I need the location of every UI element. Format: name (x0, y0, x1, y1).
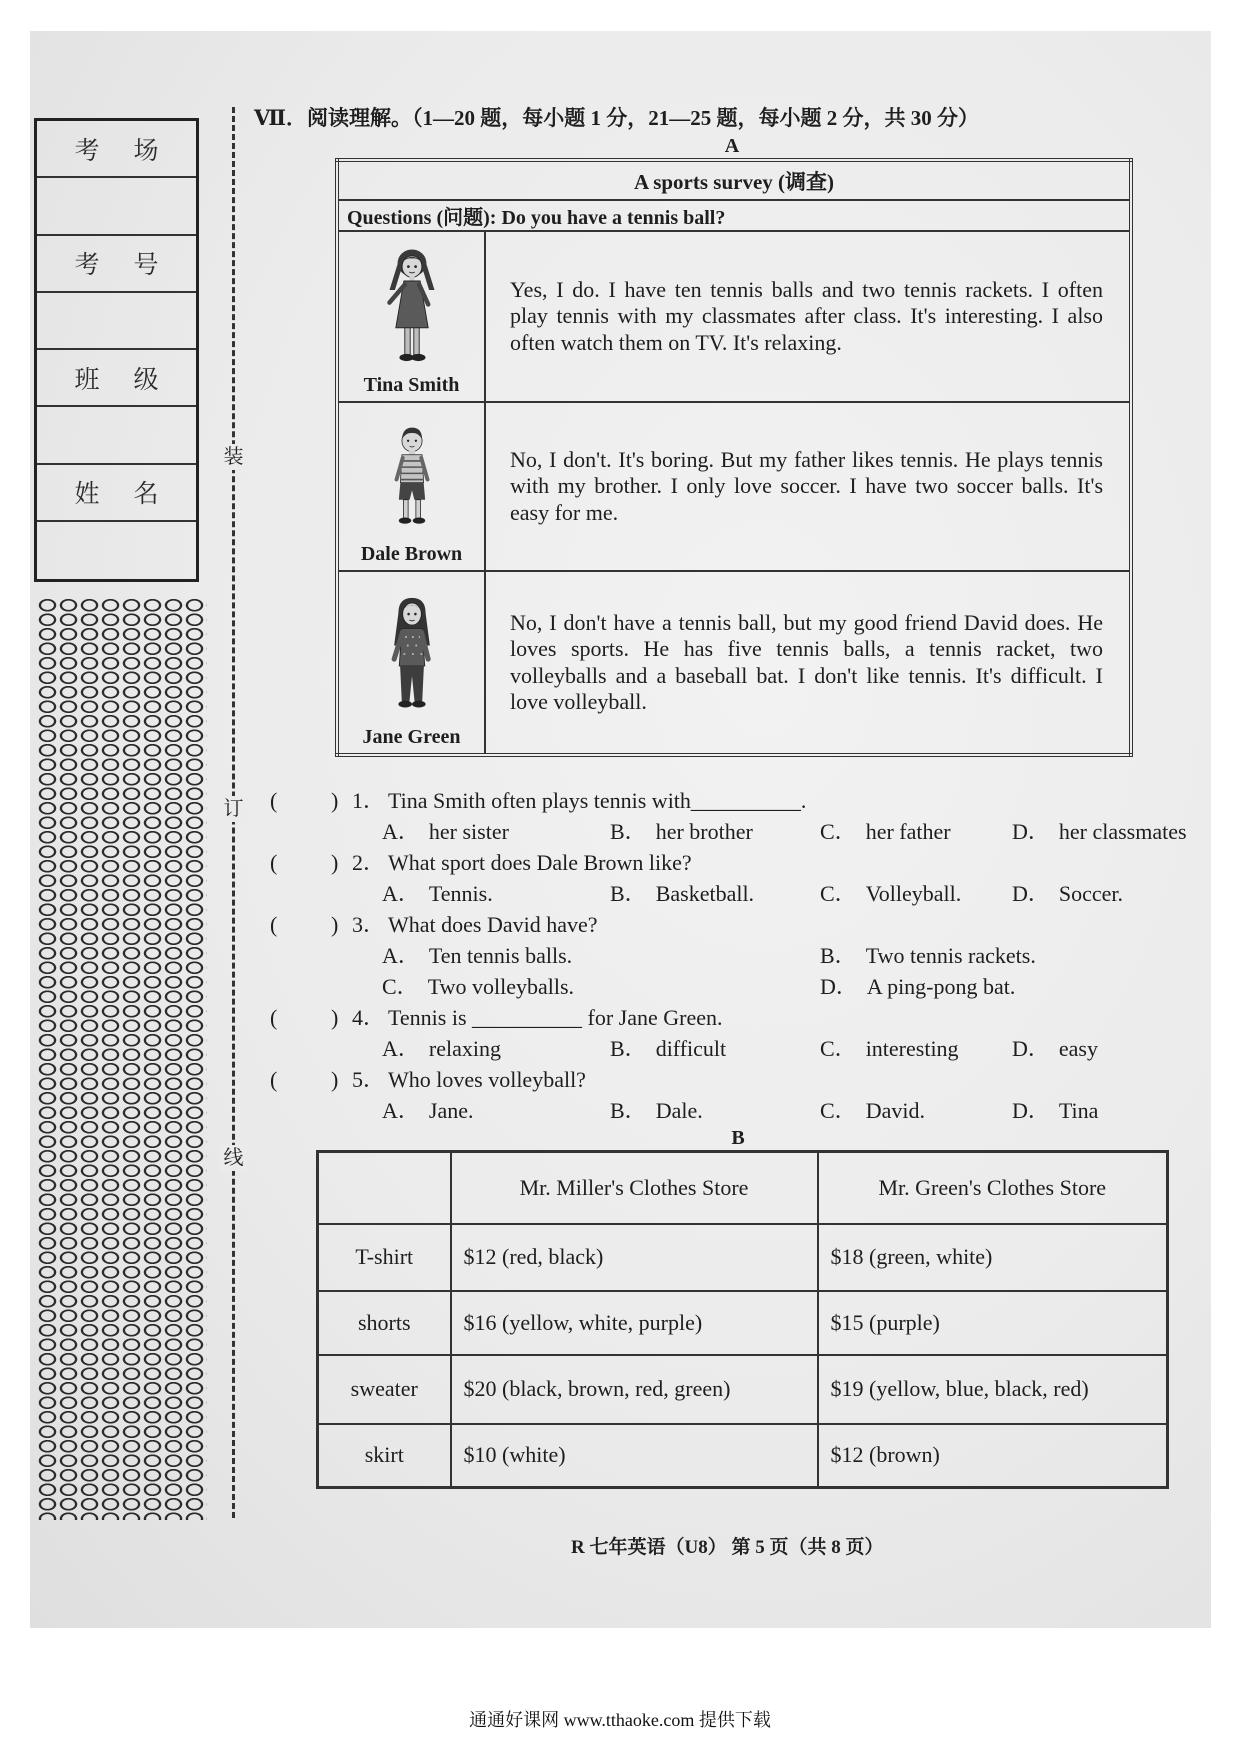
option-a (382, 1095, 473, 1126)
option-letter: A． (382, 881, 420, 906)
respondent-answer: No, I don't have a tennis ball, but my good friend David does. He loves sports. He has five tennis balls, a tennis racket, two volleyballs and a baseball bat. I don't like tennis. It's difficult. I love volleyball. (485, 571, 1131, 755)
option-text: her brother (655, 819, 753, 844)
option-row (268, 1095, 1208, 1126)
option-d (1012, 1033, 1098, 1064)
item-name: shorts (318, 1291, 451, 1355)
option-a (382, 940, 572, 971)
item-name: sweater (318, 1355, 451, 1424)
question-text: Who loves volleyball? (388, 1067, 586, 1092)
respondent-answer: No, I don't. It's boring. But my father likes tennis. He plays tennis with my brother. I only love soccer. I have two soccer balls. It's easy for me. (485, 402, 1131, 571)
table-row (318, 1291, 1168, 1355)
answer-bracket-open: ( (270, 912, 278, 937)
option-d (820, 971, 1015, 1002)
info-blank-field (37, 178, 196, 235)
option-text: her father (865, 819, 951, 844)
info-row-class (37, 350, 196, 407)
price-cell: $18 (green, white) (818, 1224, 1168, 1291)
option-text: difficult (655, 1036, 727, 1061)
answer-bracket-close: ) (331, 1005, 339, 1030)
price-cell: $12 (brown) (818, 1424, 1168, 1488)
respondent-answer: Yes, I do. I have ten tennis balls and two tennis rackets. I often play tennis with my classmates after class. It's interesting. I also often watch them on TV. It's relaxing. (485, 231, 1131, 402)
option-letter: C． (820, 819, 857, 844)
option-b (610, 816, 753, 847)
option-text: Tennis. (428, 881, 493, 906)
option-text: interesting (865, 1036, 959, 1061)
survey-row (337, 231, 1131, 402)
question-item (268, 1064, 1208, 1095)
option-d (1012, 878, 1123, 909)
option-letter: A． (382, 1098, 420, 1123)
info-row-exam-number (37, 236, 196, 293)
binding-label: 订 (220, 796, 247, 822)
option-text: Soccer. (1058, 881, 1124, 906)
answer-bracket-open: ( (270, 1005, 278, 1030)
answer-bubble-pattern (37, 598, 207, 1520)
section-heading: Ⅶ．阅读理解。（1—20 题，每小题 1 分，21—25 题，每小题 2 分，共 30 分） (254, 106, 980, 130)
binding-label: 装 (220, 444, 247, 470)
question-item (268, 847, 1208, 878)
store-header: Mr. Green's Clothes Store (818, 1152, 1168, 1224)
option-letter: B． (610, 1036, 647, 1061)
price-cell: $12 (red, black) (451, 1224, 818, 1291)
survey-title-row (337, 160, 1131, 200)
item-name: T-shirt (318, 1224, 451, 1291)
option-letter: A． (382, 1036, 420, 1061)
option-text: Two volleyballs. (427, 974, 575, 999)
question-number: 2． (352, 850, 386, 875)
answer-bracket-close: ) (331, 850, 339, 875)
answer-bracket-open: ( (270, 850, 278, 875)
option-d (1012, 816, 1187, 847)
question-text: Tennis is __________ for Jane Green. (388, 1005, 723, 1030)
option-letter: B． (610, 1098, 647, 1123)
boy-illustration (381, 415, 443, 541)
passage-label-a: A (724, 135, 740, 157)
passage-label-b: B (731, 1127, 745, 1149)
option-text: Two tennis rackets. (865, 943, 1036, 968)
price-table-header (318, 1152, 1168, 1224)
info-label: 考号 (74, 252, 193, 280)
option-letter: C． (820, 1098, 857, 1123)
option-c (820, 1095, 925, 1126)
question-text: Tina Smith often plays tennis with__________. (388, 788, 807, 813)
survey-row (337, 571, 1131, 755)
option-text: her classmates (1058, 819, 1187, 844)
option-text: David. (865, 1098, 925, 1123)
page-footer: R 七年英语（U8） 第 5 页（共 8 页） (571, 1537, 884, 1558)
option-letter: C． (820, 881, 857, 906)
option-text: Jane. (428, 1098, 474, 1123)
option-text: Basketball. (655, 881, 755, 906)
option-c (820, 1033, 959, 1064)
answer-bracket-open: ( (270, 1067, 278, 1092)
price-cell: $19 (yellow, blue, black, red) (818, 1355, 1168, 1424)
option-letter: D． (1012, 819, 1050, 844)
option-text: Tina (1058, 1098, 1099, 1123)
info-row-exam-room (37, 121, 196, 178)
option-c (820, 878, 961, 909)
respondent-name: Dale Brown (360, 543, 463, 565)
price-table (316, 1150, 1169, 1489)
option-letter: C． (820, 1036, 857, 1061)
option-text: Volleyball. (865, 881, 962, 906)
questions-section (268, 785, 1208, 1126)
binding-label: 线 (220, 1145, 247, 1171)
option-letter: A． (382, 819, 420, 844)
girl-illustration (376, 244, 448, 372)
store-header: Mr. Miller's Clothes Store (451, 1152, 818, 1224)
info-blank-field (37, 407, 196, 464)
option-b (610, 878, 754, 909)
option-a (382, 816, 509, 847)
answer-bracket-close: ) (331, 1067, 339, 1092)
option-letter: B． (610, 881, 647, 906)
option-row (268, 878, 1208, 909)
option-a (382, 1033, 501, 1064)
option-row (268, 1033, 1208, 1064)
info-blank-field (37, 522, 196, 579)
option-row (268, 940, 1208, 971)
option-letter: D． (1012, 1036, 1050, 1061)
option-letter: D． (1012, 1098, 1050, 1123)
price-cell: $15 (purple) (818, 1291, 1168, 1355)
question-number: 5． (352, 1067, 386, 1092)
option-d (1012, 1095, 1098, 1126)
info-label: 班级 (74, 366, 193, 394)
answer-bracket-close: ) (331, 912, 339, 937)
respondent-cell (337, 571, 485, 755)
survey-row (337, 402, 1131, 571)
answer-bracket-close: ) (331, 788, 339, 813)
price-cell: $16 (yellow, white, purple) (451, 1291, 818, 1355)
table-row (318, 1224, 1168, 1291)
table-corner-cell (318, 1152, 451, 1224)
respondent-cell (337, 402, 485, 571)
option-text: easy (1058, 1036, 1098, 1061)
table-row (318, 1424, 1168, 1488)
option-letter: B． (610, 819, 647, 844)
option-text: A ping-pong bat. (866, 974, 1016, 999)
option-a (382, 878, 493, 909)
site-credit: 通通好课网 www.tthaoke.com 提供下载 (469, 1710, 771, 1730)
girl-illustration (378, 584, 446, 724)
item-name: skirt (318, 1424, 451, 1488)
question-number: 1． (352, 788, 386, 813)
option-letter: A． (382, 943, 420, 968)
option-letter: D． (820, 974, 858, 999)
option-text: Ten tennis balls. (428, 943, 573, 968)
respondent-cell (337, 231, 485, 402)
option-row (268, 971, 1208, 1002)
option-text: Dale. (655, 1098, 703, 1123)
question-item (268, 785, 1208, 816)
survey-question: Questions (问题): Do you have a tennis ball? (337, 200, 1131, 231)
option-letter: D． (1012, 881, 1050, 906)
question-item (268, 909, 1208, 940)
option-b (610, 1095, 703, 1126)
student-info-box (34, 118, 199, 582)
survey-table (335, 158, 1133, 757)
option-b (610, 1033, 726, 1064)
survey-title: A sports survey (调查) (337, 160, 1131, 200)
question-text: What does David have? (388, 912, 598, 937)
option-c (820, 816, 951, 847)
info-blank-field (37, 293, 196, 350)
question-item (268, 1002, 1208, 1033)
info-row-name (37, 465, 196, 522)
option-c (382, 971, 574, 1002)
option-text: her sister (428, 819, 509, 844)
price-cell: $10 (white) (451, 1424, 818, 1488)
question-number: 3． (352, 912, 386, 937)
respondent-name: Tina Smith (363, 374, 460, 396)
info-label: 姓名 (74, 481, 193, 509)
table-row (318, 1355, 1168, 1424)
option-row (268, 816, 1208, 847)
info-label: 考场 (74, 137, 193, 165)
question-number: 4． (352, 1005, 386, 1030)
question-text: What sport does Dale Brown like? (388, 850, 692, 875)
option-b (820, 940, 1036, 971)
answer-bracket-open: ( (270, 788, 278, 813)
price-cell: $20 (black, brown, red, green) (451, 1355, 818, 1424)
option-letter: B． (820, 943, 857, 968)
option-letter: C． (382, 974, 419, 999)
option-text: relaxing (428, 1036, 501, 1061)
respondent-name: Jane Green (362, 726, 461, 748)
survey-question-row (337, 200, 1131, 231)
